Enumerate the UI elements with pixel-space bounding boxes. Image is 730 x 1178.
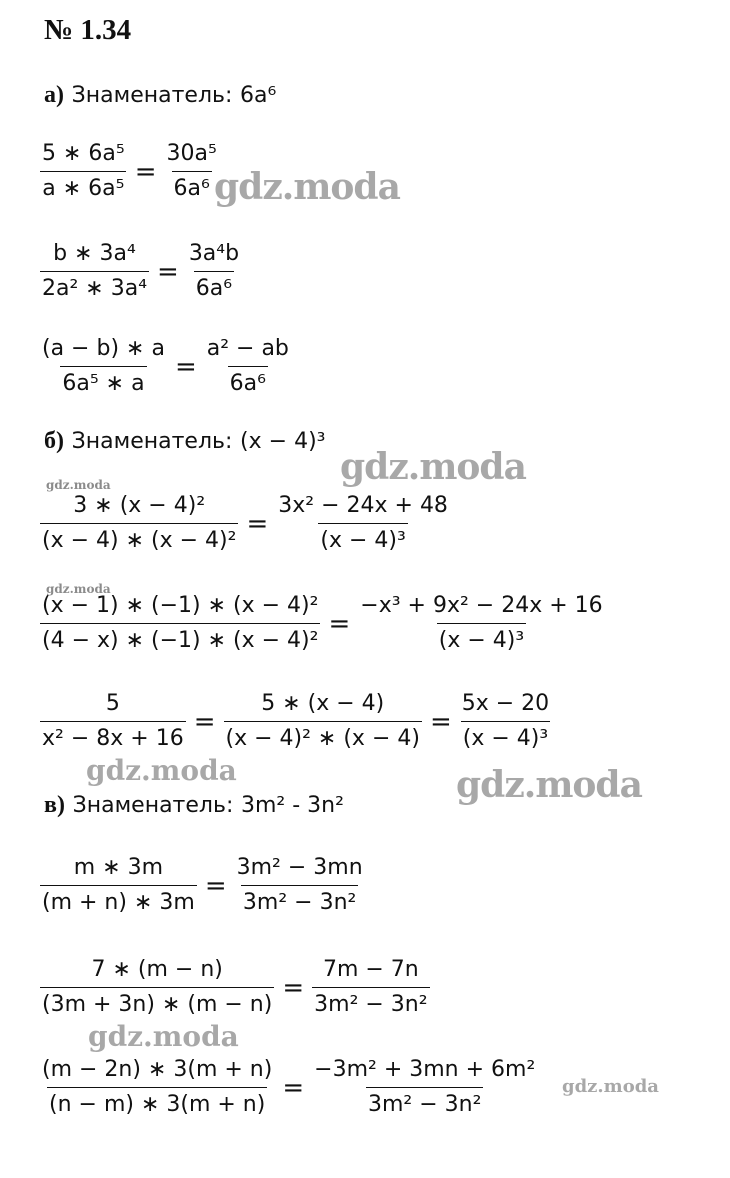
- section-a-heading: [44, 80, 276, 109]
- denominator: 3m² − 3n²: [241, 885, 358, 917]
- denominator: 6a⁶: [172, 171, 212, 203]
- fraction: [40, 492, 238, 555]
- equals-sign: =: [157, 256, 179, 287]
- numerator: (m − 2n) ∗ 3(m + n): [42, 1057, 273, 1082]
- watermark: gdz.moda: [46, 478, 111, 492]
- equation-c2: [40, 956, 430, 1019]
- section-c-denominator: 3m² - 3n²: [241, 793, 344, 818]
- fraction: [40, 240, 149, 303]
- numerator: (x − 1) ∗ (−1) ∗ (x − 4)²: [42, 593, 319, 618]
- numerator: 5: [105, 691, 120, 716]
- fraction: [40, 335, 167, 398]
- watermark: gdz.moda: [86, 754, 237, 787]
- section-c-heading: [44, 790, 344, 819]
- section-b-denominator: (x − 4)³: [240, 429, 326, 454]
- watermark: gdz.moda: [46, 582, 111, 596]
- numerator: 7m − 7n: [322, 957, 419, 982]
- fraction: [358, 592, 604, 655]
- section-c-letter: в): [44, 792, 65, 818]
- denominator: (x − 4) ∗ (x − 4)²: [40, 523, 238, 555]
- equation-a1: [40, 140, 219, 203]
- equals-sign: =: [246, 508, 269, 539]
- numerator: −3m² + 3mn + 6m²: [314, 1057, 536, 1082]
- denominator: 3m² − 3n²: [366, 1087, 483, 1119]
- numerator: b ∗ 3a⁴: [53, 241, 136, 266]
- problem-number: № 1.34: [44, 14, 132, 46]
- numerator: 3 ∗ (x − 4)²: [73, 493, 206, 518]
- equals-sign: =: [429, 706, 452, 737]
- denominator: x² − 8x + 16: [40, 721, 186, 753]
- denominator: 6a⁵ ∗ a: [60, 366, 146, 398]
- fraction: [40, 1056, 274, 1119]
- fraction: [40, 140, 127, 203]
- section-a-denominator: 6a⁶: [240, 83, 277, 108]
- equals-sign: =: [204, 870, 227, 901]
- denominator: 6a⁶: [194, 271, 234, 303]
- denominator: 2a² ∗ 3a⁴: [40, 271, 149, 303]
- watermark: gdz.moda: [562, 1076, 659, 1097]
- numerator: 7 ∗ (m − n): [91, 957, 223, 982]
- fraction: [235, 854, 365, 917]
- numerator: −x³ + 9x² − 24x + 16: [360, 593, 603, 618]
- denominator: (x − 4)² ∗ (x − 4): [224, 721, 422, 753]
- fraction: [312, 1056, 537, 1119]
- equals-sign: =: [193, 706, 216, 737]
- watermark: gdz.moda: [456, 764, 642, 806]
- section-a-label: Знаменатель:: [71, 83, 233, 108]
- numerator: 5x − 20: [461, 691, 550, 716]
- fraction: [165, 140, 219, 203]
- numerator: 30a⁵: [166, 141, 217, 166]
- fraction: [205, 335, 291, 398]
- numerator: 3a⁴b: [188, 241, 240, 266]
- section-b-heading: [44, 426, 325, 455]
- fraction: [40, 854, 197, 917]
- watermark: gdz.moda: [214, 166, 400, 208]
- watermark: gdz.moda: [340, 446, 526, 488]
- fraction: [40, 690, 186, 753]
- denominator: (x − 4)³: [437, 623, 526, 655]
- fraction: [224, 690, 422, 753]
- equation-b2: [40, 592, 605, 655]
- equation-b1: [40, 492, 450, 555]
- denominator: (x − 4)³: [318, 523, 407, 555]
- equation-a3: [40, 335, 291, 398]
- watermark: gdz.moda: [88, 1020, 239, 1053]
- fraction: [40, 956, 274, 1019]
- denominator: a ∗ 6a⁵: [40, 171, 126, 203]
- section-b-letter: б): [44, 428, 64, 454]
- denominator: 6a⁶: [228, 366, 268, 398]
- section-b-label: Знаменатель:: [71, 429, 233, 454]
- denominator: (3m + 3n) ∗ (m − n): [40, 987, 274, 1019]
- numerator: m ∗ 3m: [73, 855, 164, 880]
- section-c-label: Знаменатель:: [72, 793, 234, 818]
- fraction: [187, 240, 241, 303]
- equals-sign: =: [328, 608, 351, 639]
- numerator: 3m² − 3mn: [236, 855, 363, 880]
- equation-a2: [40, 240, 241, 303]
- equals-sign: =: [282, 1072, 305, 1103]
- fraction: [40, 592, 320, 655]
- numerator: 5 ∗ 6a⁵: [42, 141, 125, 166]
- section-a-letter: а): [44, 82, 64, 108]
- numerator: 3x² − 24x + 48: [278, 493, 448, 518]
- denominator: (4 − x) ∗ (−1) ∗ (x − 4)²: [40, 623, 320, 655]
- fraction: [276, 492, 450, 555]
- denominator: (n − m) ∗ 3(m + n): [47, 1087, 267, 1119]
- equation-b3: [40, 690, 551, 753]
- equals-sign: =: [134, 156, 157, 187]
- denominator: 3m² − 3n²: [312, 987, 429, 1019]
- numerator: 5 ∗ (x − 4): [261, 691, 385, 716]
- denominator: (m + n) ∗ 3m: [40, 885, 197, 917]
- equals-sign: =: [174, 351, 197, 382]
- fraction: [460, 690, 551, 753]
- equals-sign: =: [282, 972, 305, 1003]
- equation-c1: [40, 854, 365, 917]
- denominator: (x − 4)³: [461, 721, 550, 753]
- numerator: a² − ab: [206, 336, 289, 361]
- equation-c3: [40, 1056, 537, 1119]
- fraction: [312, 956, 429, 1019]
- numerator: (a − b) ∗ a: [42, 336, 165, 361]
